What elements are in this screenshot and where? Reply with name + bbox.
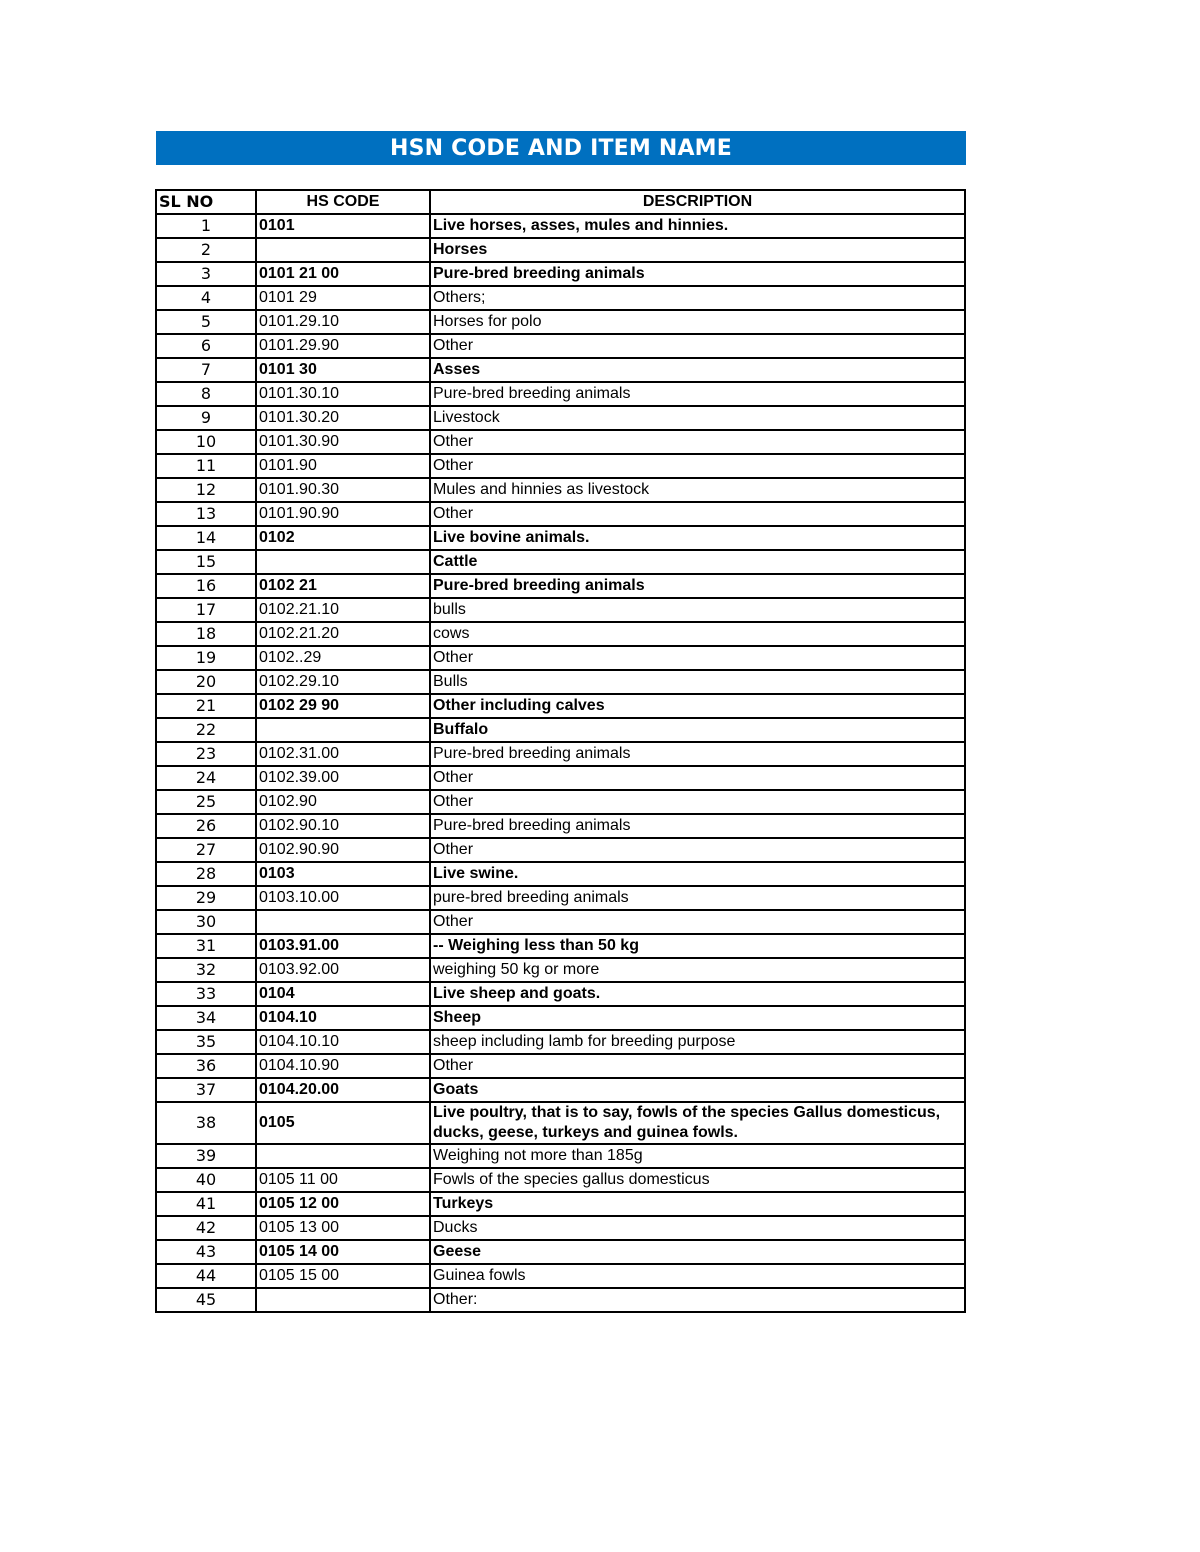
hs-code-cell: 0103.10.00 [256,886,430,910]
hs-code-cell [256,1288,430,1312]
table-row [156,478,965,502]
sl-no-cell: 44 [156,1264,256,1288]
description-cell: Livestock [430,406,965,430]
hs-code-cell: 0105 12 00 [256,1192,430,1216]
sl-no-cell: 10 [156,430,256,454]
description-cell: Sheep [430,1006,965,1030]
hs-code-cell: 0101 30 [256,358,430,382]
table-header-row [156,190,965,214]
column-header-hs-code: HS CODE [256,190,430,214]
hs-code-cell: 0101.90.30 [256,478,430,502]
table-row [156,1168,965,1192]
table-row [156,430,965,454]
table-row [156,1240,965,1264]
description-cell: Pure-bred breeding animals [430,382,965,406]
sl-no-cell: 22 [156,718,256,742]
sl-no-cell: 13 [156,502,256,526]
hs-code-cell: 0102.29.10 [256,670,430,694]
description-cell: Others; [430,286,965,310]
table-row [156,742,965,766]
description-cell: Other [430,910,965,934]
table-row [156,238,965,262]
hs-code-cell [256,1144,430,1168]
sl-no-cell: 5 [156,310,256,334]
sl-no-cell: 7 [156,358,256,382]
table-row [156,526,965,550]
sl-no-cell: 35 [156,1030,256,1054]
sl-no-cell: 6 [156,334,256,358]
description-cell: Ducks [430,1216,965,1240]
table-row [156,1144,965,1168]
table-row [156,910,965,934]
description-cell: Mules and hinnies as livestock [430,478,965,502]
table-body [156,214,965,1312]
sl-no-cell: 45 [156,1288,256,1312]
sl-no-cell: 34 [156,1006,256,1030]
sl-no-cell: 3 [156,262,256,286]
hs-code-cell: 0102 [256,526,430,550]
hs-code-cell: 0105 15 00 [256,1264,430,1288]
page-title: HSN CODE AND ITEM NAME [156,131,966,165]
table-row [156,1264,965,1288]
sl-no-cell: 28 [156,862,256,886]
sl-no-cell: 29 [156,886,256,910]
description-cell: Other including calves [430,694,965,718]
hs-code-cell [256,910,430,934]
description-cell: Other [430,766,965,790]
sl-no-cell: 30 [156,910,256,934]
table-row [156,550,965,574]
hs-code-cell [256,550,430,574]
hs-code-cell: 0102 29 90 [256,694,430,718]
description-cell: Live horses, asses, mules and hinnies. [430,214,965,238]
sl-no-cell: 12 [156,478,256,502]
hs-code-cell: 0101.90 [256,454,430,478]
hs-code-cell: 0105 [256,1102,430,1144]
hs-code-cell: 0104.10.10 [256,1030,430,1054]
table-row [156,814,965,838]
table-row [156,1006,965,1030]
table-row [156,1030,965,1054]
table-row [156,310,965,334]
table-row [156,694,965,718]
description-cell: Pure-bred breeding animals [430,742,965,766]
sl-no-cell: 42 [156,1216,256,1240]
sl-no-cell: 20 [156,670,256,694]
table-row [156,934,965,958]
description-cell: Other [430,646,965,670]
hs-code-cell: 0102.39.00 [256,766,430,790]
hs-code-cell: 0102.90.10 [256,814,430,838]
hs-code-cell: 0101.90.90 [256,502,430,526]
table-row [156,454,965,478]
description-cell: sheep including lamb for breeding purpose [430,1030,965,1054]
hs-code-cell: 0102.90.90 [256,838,430,862]
description-cell: Pure-bred breeding animals [430,814,965,838]
description-cell: Live poultry, that is to say, fowls of the species Gallus domesticus, ducks, geese, turkeys and guinea fowls. [430,1102,965,1144]
table-row [156,862,965,886]
table-row [156,622,965,646]
description-cell: weighing 50 kg or more [430,958,965,982]
hs-code-cell: 0102..29 [256,646,430,670]
hs-code-cell: 0101.30.20 [256,406,430,430]
sl-no-cell: 39 [156,1144,256,1168]
hs-code-cell: 0104.10 [256,1006,430,1030]
table-row [156,718,965,742]
table-row [156,886,965,910]
description-cell: Turkeys [430,1192,965,1216]
hs-code-cell: 0101.30.10 [256,382,430,406]
sl-no-cell: 11 [156,454,256,478]
hs-code-cell: 0101 29 [256,286,430,310]
description-cell: Other [430,502,965,526]
hs-code-cell: 0102.90 [256,790,430,814]
hs-code-cell: 0104.10.90 [256,1054,430,1078]
table-row [156,574,965,598]
hs-code-cell: 0101.29.10 [256,310,430,334]
sl-no-cell: 43 [156,1240,256,1264]
table-row [156,1102,965,1144]
description-cell: Fowls of the species gallus domesticus [430,1168,965,1192]
sl-no-cell: 4 [156,286,256,310]
description-cell: Goats [430,1078,965,1102]
sl-no-cell: 33 [156,982,256,1006]
description-cell: Bulls [430,670,965,694]
sl-no-cell: 18 [156,622,256,646]
sl-no-cell: 16 [156,574,256,598]
description-cell: Geese [430,1240,965,1264]
description-cell: cows [430,622,965,646]
sl-no-cell: 36 [156,1054,256,1078]
description-cell: Horses [430,238,965,262]
hs-code-cell [256,238,430,262]
table-row [156,958,965,982]
hs-code-cell: 0101 [256,214,430,238]
table-row [156,262,965,286]
sl-no-cell: 14 [156,526,256,550]
description-cell: bulls [430,598,965,622]
description-cell: Other [430,430,965,454]
hs-code-cell: 0105 13 00 [256,1216,430,1240]
sl-no-cell: 2 [156,238,256,262]
table-row [156,1078,965,1102]
description-cell: Live bovine animals. [430,526,965,550]
sl-no-cell: 37 [156,1078,256,1102]
table-row [156,334,965,358]
table-row [156,406,965,430]
table-row [156,286,965,310]
description-cell: -- Weighing less than 50 kg [430,934,965,958]
hs-code-cell: 0102.21.20 [256,622,430,646]
table-row [156,1288,965,1312]
hs-code-cell: 0101 21 00 [256,262,430,286]
hs-code-cell: 0102 21 [256,574,430,598]
sl-no-cell: 40 [156,1168,256,1192]
sl-no-cell: 23 [156,742,256,766]
table-row [156,502,965,526]
hsn-table [155,189,966,1313]
hs-code-cell: 0103.92.00 [256,958,430,982]
table-row [156,838,965,862]
column-header-description: DESCRIPTION [430,190,965,214]
hs-code-cell: 0103 [256,862,430,886]
sl-no-cell: 1 [156,214,256,238]
description-cell: pure-bred breeding animals [430,886,965,910]
hs-code-cell: 0101.29.90 [256,334,430,358]
description-cell: Other [430,1054,965,1078]
table-row [156,358,965,382]
table-row [156,1054,965,1078]
hs-code-cell: 0102.21.10 [256,598,430,622]
description-cell: Other [430,334,965,358]
sl-no-cell: 26 [156,814,256,838]
sl-no-cell: 24 [156,766,256,790]
description-cell: Buffalo [430,718,965,742]
description-cell: Cattle [430,550,965,574]
sl-no-cell: 21 [156,694,256,718]
description-cell: Live swine. [430,862,965,886]
hs-code-cell: 0103.91.00 [256,934,430,958]
hs-code-cell: 0105 14 00 [256,1240,430,1264]
description-cell: Other: [430,1288,965,1312]
description-cell: Other [430,790,965,814]
sl-no-cell: 25 [156,790,256,814]
sl-no-cell: 41 [156,1192,256,1216]
table-row [156,766,965,790]
hs-code-cell: 0104 [256,982,430,1006]
description-cell: Asses [430,358,965,382]
table-row [156,1192,965,1216]
sl-no-cell: 19 [156,646,256,670]
hs-code-cell: 0104.20.00 [256,1078,430,1102]
description-cell: Pure-bred breeding animals [430,574,965,598]
sl-no-cell: 27 [156,838,256,862]
table-row [156,982,965,1006]
sl-no-cell: 32 [156,958,256,982]
description-cell: Other [430,454,965,478]
table-row [156,382,965,406]
description-cell: Guinea fowls [430,1264,965,1288]
sl-no-cell: 8 [156,382,256,406]
hs-code-cell [256,718,430,742]
description-cell: Weighing not more than 185g [430,1144,965,1168]
sl-no-cell: 9 [156,406,256,430]
hs-code-cell: 0105 11 00 [256,1168,430,1192]
table-row [156,598,965,622]
sl-no-cell: 17 [156,598,256,622]
table-row [156,646,965,670]
table-row [156,790,965,814]
sl-no-cell: 15 [156,550,256,574]
sl-no-cell: 38 [156,1102,256,1144]
table-row [156,214,965,238]
column-header-sl-no: SL NO [156,190,256,214]
description-cell: Live sheep and goats. [430,982,965,1006]
table-row [156,1216,965,1240]
description-cell: Pure-bred breeding animals [430,262,965,286]
description-cell: Horses for polo [430,310,965,334]
hs-code-cell: 0101.30.90 [256,430,430,454]
description-cell: Other [430,838,965,862]
sl-no-cell: 31 [156,934,256,958]
hs-code-cell: 0102.31.00 [256,742,430,766]
table-row [156,670,965,694]
